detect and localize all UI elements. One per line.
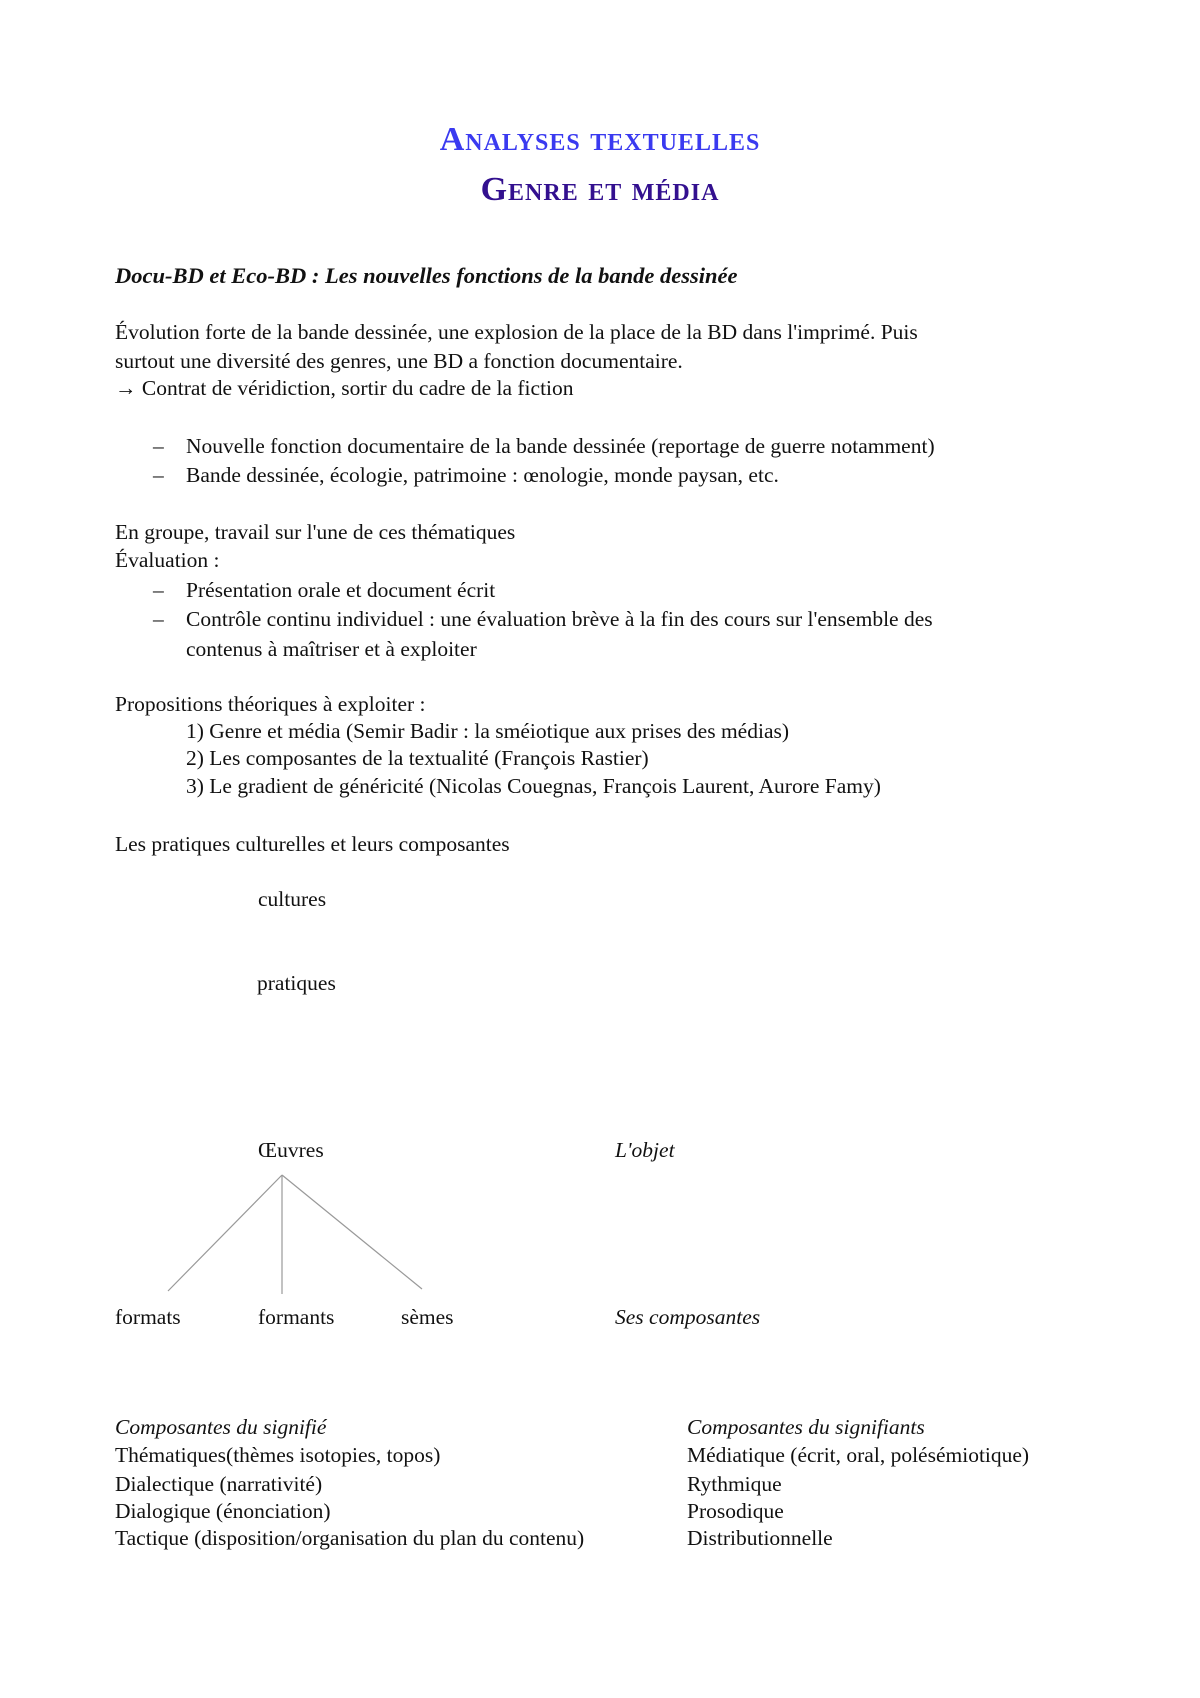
tree-branch-left bbox=[168, 1175, 282, 1291]
document-subtitle: Genre et média bbox=[480, 171, 720, 208]
proposition-item: 1) Genre et média (Semir Badir : la sméiotique aux prises des médias) bbox=[186, 719, 790, 743]
bullet-dash: – bbox=[153, 463, 164, 487]
diagram-child: formants bbox=[258, 1305, 335, 1329]
evaluation-item: Présentation orale et document écrit bbox=[186, 578, 496, 602]
bullet-dash: – bbox=[153, 607, 164, 631]
intro-line: → Contrat de véridiction, sortir du cadre de la fiction bbox=[115, 376, 574, 400]
diagram-child: sèmes bbox=[401, 1305, 454, 1329]
diagram-cultures: cultures bbox=[258, 887, 327, 911]
diagram-components-label: Ses composantes bbox=[615, 1305, 761, 1329]
signifie-item: Tactique (disposition/organisation du plan du contenu) bbox=[115, 1526, 585, 1550]
propositions-label: Propositions théoriques à exploiter : bbox=[115, 692, 426, 716]
signifie-title: Composantes du signifié bbox=[115, 1415, 327, 1439]
intro-line: Évolution forte de la bande dessinée, une explosion de la place de la BD dans l'imprimé. Puis bbox=[115, 320, 918, 344]
signifiants-item: Prosodique bbox=[687, 1499, 784, 1523]
signifie-item: Dialogique (énonciation) bbox=[115, 1499, 331, 1523]
signifiants-item: Distributionnelle bbox=[687, 1526, 833, 1550]
intro-line: surtout une diversité des genres, une BD a fonction documentaire. bbox=[115, 349, 683, 373]
practices-text: Les pratiques culturelles et leurs composantes bbox=[115, 832, 510, 856]
document-title: Analyses textuelles bbox=[439, 121, 761, 158]
signifiants-title: Composantes du signifiants bbox=[687, 1415, 925, 1439]
signifie-item: Thématiques(thèmes isotopies, topos) bbox=[115, 1443, 441, 1467]
group-text: En groupe, travail sur l'une de ces thématiques bbox=[115, 520, 516, 544]
evaluation-label: Évaluation : bbox=[115, 548, 220, 572]
diagram-object-label: L'objet bbox=[615, 1138, 675, 1162]
proposition-item: 2) Les composantes de la textualité (François Rastier) bbox=[186, 746, 649, 770]
diagram-child: formats bbox=[115, 1305, 181, 1329]
proposition-item: 3) Le gradient de généricité (Nicolas Couegnas, François Laurent, Aurore Famy) bbox=[186, 774, 881, 798]
signifiants-item: Rythmique bbox=[687, 1472, 782, 1496]
signifiants-item: Médiatique (écrit, oral, polésémiotique) bbox=[687, 1443, 1030, 1467]
bullet-dash: – bbox=[153, 434, 164, 458]
evaluation-item: Contrôle continu individuel : une évaluation brève à la fin des cours sur l'ensemble des bbox=[186, 607, 933, 631]
evaluation-item: contenus à maîtriser et à exploiter bbox=[186, 637, 477, 661]
diagram-pratiques: pratiques bbox=[257, 971, 336, 995]
diagram-root: Œuvres bbox=[258, 1138, 324, 1162]
signifie-item: Dialectique (narrativité) bbox=[115, 1472, 323, 1496]
bullet-dash: – bbox=[153, 578, 164, 602]
bullet-item: Bande dessinée, écologie, patrimoine : œnologie, monde paysan, etc. bbox=[186, 463, 779, 487]
section-heading: Docu-BD et Eco-BD : Les nouvelles fonctions de la bande dessinée bbox=[115, 263, 738, 288]
bullet-item: Nouvelle fonction documentaire de la bande dessinée (reportage de guerre notamment) bbox=[186, 434, 935, 458]
tree-branch-right bbox=[282, 1175, 422, 1289]
